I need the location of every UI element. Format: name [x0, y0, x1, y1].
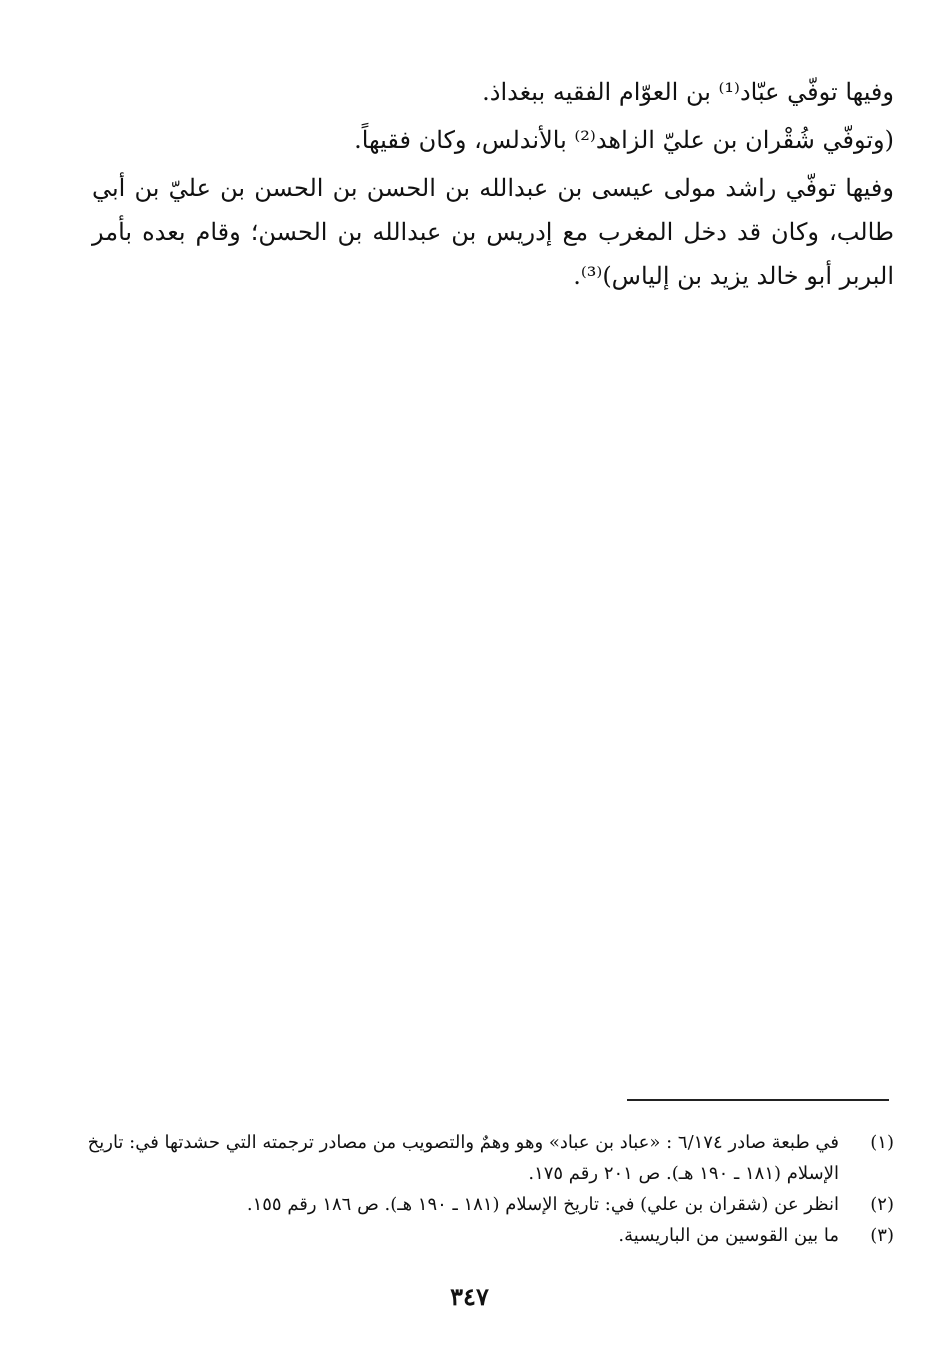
footnote-number: (١) [870, 1132, 894, 1153]
footnote-text: في طبعة صادر ٦/١٧٤ : «عباد بن عباد» وهو وهمٌ والتصويب من مصادر ترجمته التي حشدتها في: تاريخ الإسلام (١٨١ ـ ١٩٠ هـ). ص ٢٠١ رقم ١٧٥. [87, 1132, 839, 1184]
footnote-text: انظر عن (شقران بن علي) في: تاريخ الإسلام (١٨١ ـ ١٩٠ هـ). ص ١٨٦ رقم ١٥٥. [246, 1194, 839, 1215]
footnote-item [60, 1189, 894, 1220]
paragraph-abbad: وفيها توفّي عبّاد⁽¹⁾ بن العوّام الفقيه ببغداذ. [482, 78, 894, 106]
paragraph-shuqran: (وتوفّي شُقْران بن عليّ الزاهد⁽²⁾ بالأندلس، وكان فقيهاً. [354, 126, 894, 154]
main-text-block [92, 70, 894, 302]
footnote-number: (٢) [870, 1194, 894, 1215]
footnote-item [60, 1220, 894, 1251]
footnote-divider [627, 1099, 889, 1101]
footnote-text: ما بين القوسين من الباريسية. [618, 1225, 839, 1246]
footnote-number: (٣) [870, 1225, 894, 1246]
page-number: ٣٤٧ [450, 1282, 489, 1311]
footnotes-block [60, 1127, 894, 1251]
footnote-item [60, 1127, 894, 1189]
paragraph-rashid: وفيها توفّي راشد مولى عيسى بن عبدالله بن الحسن بن الحسن بن عليّ بن أبي طالب، وكان قد دخل المغرب مع إدريس بن عبدالله بن الحسن؛ وقام بعده بأمر البربر أبو خالد يزيد بن إلياس)⁽³⁾. [92, 174, 894, 290]
